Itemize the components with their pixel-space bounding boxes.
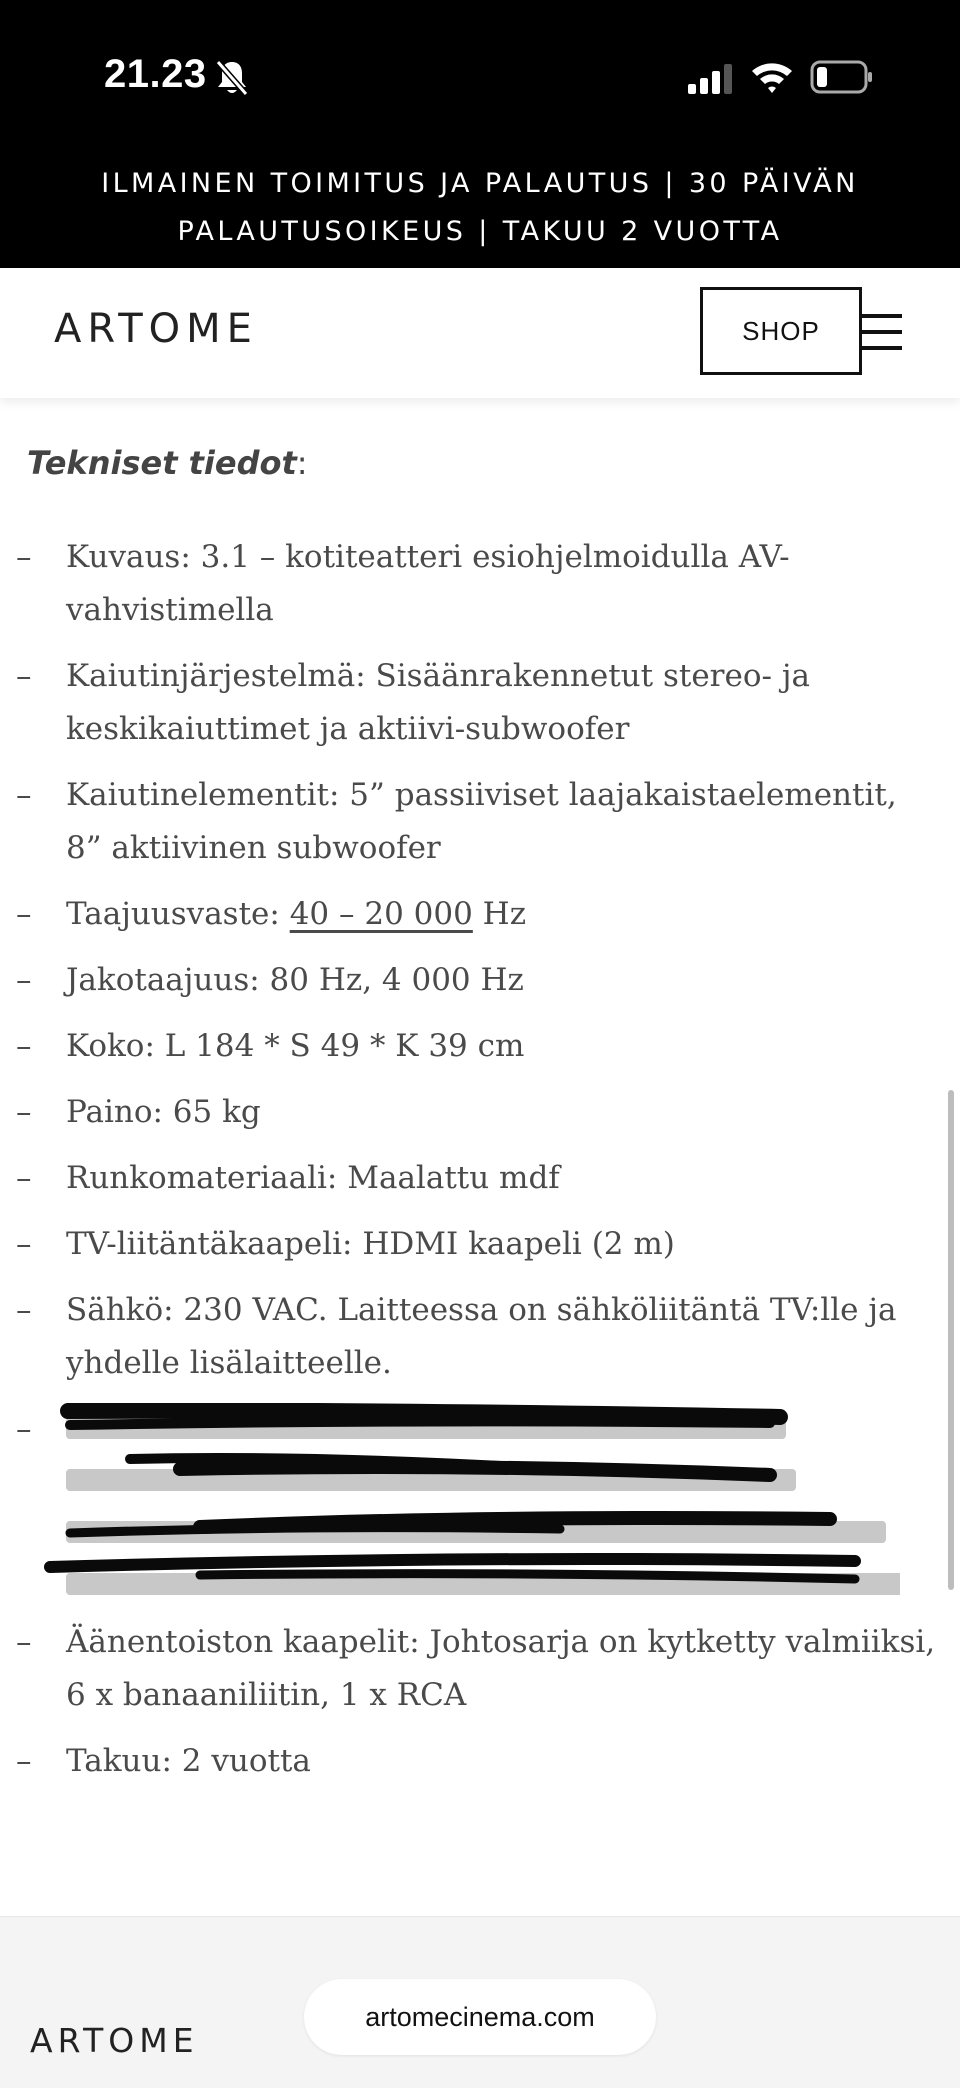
bell-off-icon (214, 58, 250, 98)
cellular-signal-icon (688, 62, 732, 94)
spec-text: Jakotaajuus: 80 Hz, 4 000 Hz (66, 962, 524, 998)
list-dash: – (16, 777, 32, 813)
list-dash: – (16, 658, 32, 694)
banner-line-1: ILMAINEN TOIMITUS JA PALAUTUS | 30 PÄIVÄN (101, 168, 859, 199)
heading-colon: : (296, 444, 308, 482)
spec-text: TV-liitäntäkaapeli: HDMI kaapeli (2 m) (66, 1226, 675, 1262)
spec-text: Äänentoiston kaapelit: Johtosarja on kytketty valmiiksi, 6 x banaaniliitin, 1 x RCA (66, 1624, 936, 1713)
heading-text: Tekniset tiedot (27, 444, 297, 482)
list-dash: – (16, 1411, 32, 1447)
scrollbar[interactable] (948, 1090, 954, 1590)
list-item (0, 531, 960, 637)
list-item (0, 1218, 960, 1271)
top-bar (0, 0, 960, 268)
list-dash: – (16, 1292, 32, 1328)
footer-artome-logo[interactable]: ARTOME (30, 2021, 199, 2060)
spec-label: Taajuusvaste: (66, 896, 290, 932)
redaction-scribble (0, 1403, 900, 1603)
url-address-bar[interactable]: artomecinema.com (304, 1979, 656, 2055)
spec-text: Kaiutinjärjestelmä: Sisäänrakennetut stereo- ja keskikaiuttimet ja aktiivi-subwoofer (66, 658, 810, 747)
list-item (0, 1086, 960, 1139)
status-time: 21.23 (104, 52, 207, 96)
list-item (0, 1616, 960, 1722)
spec-text: Kuvaus: 3.1 – kotiteatteri esiohjelmoidulla AV-vahvistimella (66, 539, 790, 628)
hamburger-menu-icon[interactable] (862, 312, 902, 352)
spec-text: Runkomateriaali: Maalattu mdf (66, 1160, 560, 1196)
promo-banner (0, 160, 960, 256)
list-dash: – (16, 962, 32, 998)
list-dash: – (16, 1094, 32, 1130)
list-item (0, 1284, 960, 1390)
section-heading (27, 444, 308, 482)
list-item (0, 954, 960, 1007)
list-dash: – (16, 539, 32, 575)
wifi-icon (750, 58, 794, 94)
spec-text: Paino: 65 kg (66, 1094, 261, 1130)
list-dash: – (16, 1028, 32, 1064)
list-item (0, 1020, 960, 1073)
list-dash: – (16, 1743, 32, 1779)
spec-list (0, 531, 960, 1801)
battery-icon (810, 60, 874, 94)
spec-unit: Hz (472, 896, 527, 932)
site-header (0, 268, 960, 398)
list-item (0, 888, 960, 941)
list-dash: – (16, 1226, 32, 1262)
frequency-link[interactable]: 40 – 20 000 (289, 896, 473, 932)
list-item (0, 1735, 960, 1788)
banner-line-2: PALAUTUSOIKEUS | TAKUU 2 VUOTTA (177, 216, 783, 247)
spec-text: Sähkö: 230 VAC. Laitteessa on sähköliitäntä TV:lle ja yhdelle lisälaitteelle. (66, 1292, 897, 1381)
site-footer (0, 1916, 960, 2088)
spec-text: Kaiutinelementit: 5” passiiviset laajakaistaelementit, 8” aktiivinen subwoofer (66, 777, 897, 866)
list-item (0, 650, 960, 756)
artome-logo[interactable]: ARTOME (54, 306, 258, 352)
spec-text: Takuu: 2 vuotta (66, 1743, 311, 1779)
list-dash: – (16, 896, 32, 932)
redacted-list-item (0, 1403, 960, 1603)
list-item (0, 1152, 960, 1205)
list-dash: – (16, 1160, 32, 1196)
list-dash: – (16, 1624, 32, 1660)
spec-text: Koko: L 184 * S 49 * K 39 cm (66, 1028, 525, 1064)
list-item (0, 769, 960, 875)
shop-button[interactable]: SHOP (700, 287, 862, 375)
